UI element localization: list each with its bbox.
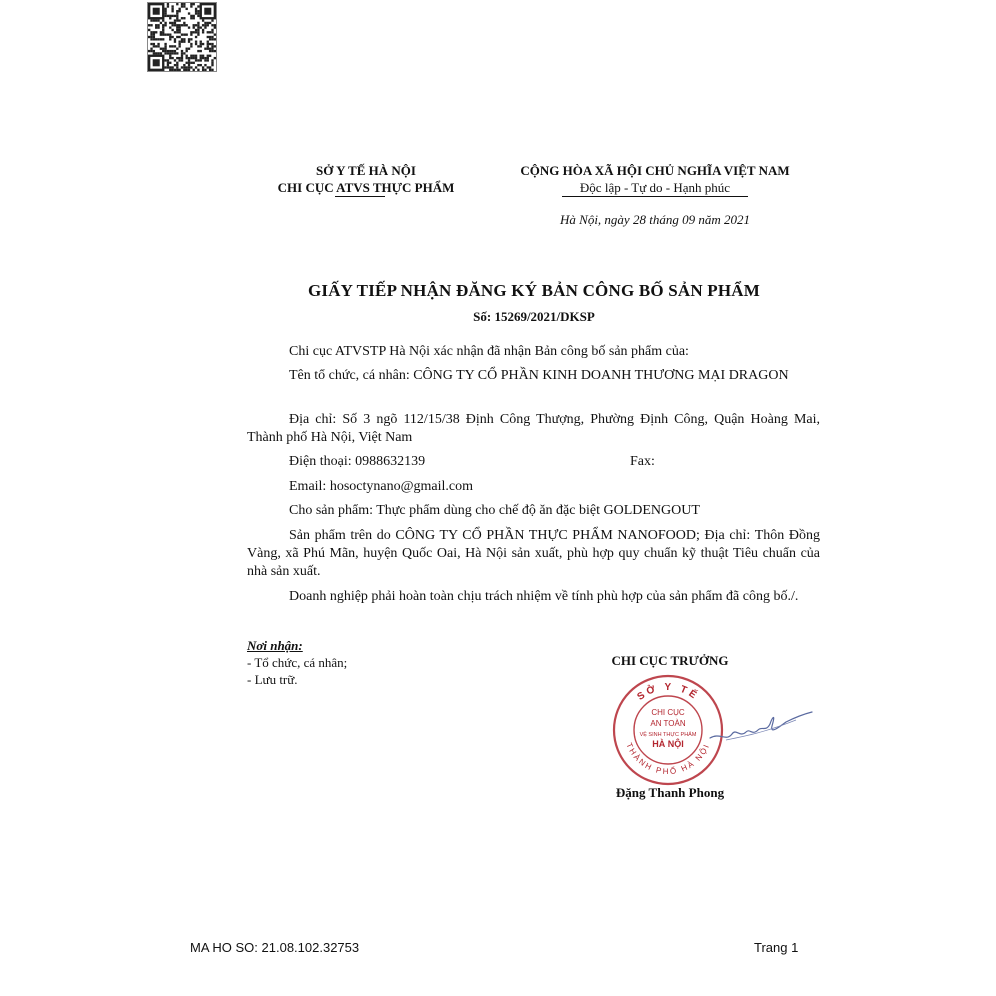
seal-line: CHI CỤC [651, 708, 685, 717]
address-paragraph: Địa chỉ: Số 3 ngõ 112/15/38 Định Công Thượng, Phường Định Công, Quận Hoàng Mai, Thành phố Hà Nội, Việt Nam [247, 412, 820, 445]
producer-paragraph: Sản phẩm trên do CÔNG TY CỔ PHẦN THỰC PHẨM NANOFOOD; Địa chỉ: Thôn Đồng Vàng, xã Phú Mãn, huyện Quốc Oai, Hà Nội sản xuất, phù hợp quy chuẩn kỹ thuật Tiêu chuẩn của nhà sản xuất. [247, 528, 820, 579]
document-number: Số: 15269/2021/DKSP [473, 309, 595, 324]
product-paragraph: Cho sản phẩm: Thực phẩm dùng cho chế độ ăn đặc biệt GOLDENGOUT [289, 503, 700, 518]
responsibility-paragraph: Doanh nghiệp phải hoàn toàn chịu trách nhiệm về tính phù hợp của sản phẩm đã công bố./. [289, 589, 799, 604]
agency-name: SỞ Y TẾ HÀ NỘI [316, 163, 416, 178]
fax-text: Fax: [630, 454, 655, 469]
recipient-item: - Tổ chức, cá nhân; [247, 655, 348, 670]
agency-underline [335, 196, 385, 197]
recipient-item: - Lưu trữ. [247, 672, 298, 687]
svg-text:SỞ Y TẾ [635, 681, 701, 703]
qr-code-icon [147, 2, 217, 72]
national-motto: Độc lập - Tự do - Hạnh phúc [579, 180, 731, 195]
agency-subname: CHI CỤC ATVS THỰC PHẨM [277, 180, 455, 195]
issue-date: Hà Nội, ngày 28 tháng 09 năm 2021 [560, 212, 750, 227]
phone-text: Điện thoại: 0988632139 [289, 454, 426, 469]
motto-underline [562, 196, 748, 197]
seal-top-text: SỞ Y TẾ [635, 681, 701, 703]
seal-bottom-text: THÀNH PHỐ HÀ NỘI [624, 741, 712, 777]
national-header [500, 162, 810, 196]
seal-line: VỆ SINH THỰC PHẨM [639, 732, 697, 738]
recipients-title: Nơi nhận: [247, 638, 303, 653]
file-code: MA HO SO: 21.08.102.32753 [190, 940, 360, 955]
seal-line: HÀ NỘI [652, 739, 684, 749]
email-paragraph: Email: hosoctynano@gmail.com [289, 479, 473, 494]
signer-name: Đặng Thanh Phong [615, 785, 725, 800]
agency-header [250, 162, 482, 196]
seal-line: AN TOÀN [650, 719, 686, 728]
organization-paragraph: Tên tổ chức, cá nhân: CÔNG TY CỔ PHẦN KINH DOANH THƯƠNG MẠI DRAGON [289, 368, 789, 383]
contact-row [247, 453, 820, 471]
signer-role: CHI CỤC TRƯỞNG [611, 653, 729, 668]
handwritten-signature-icon [706, 702, 816, 750]
recipients-block [247, 637, 347, 688]
country-name: CỘNG HÒA XÃ HỘI CHỦ NGHĨA VIỆT NAM [520, 163, 790, 178]
intro-paragraph: Chi cục ATVSTP Hà Nội xác nhận đã nhận Bản công bố sản phẩm của: [289, 344, 689, 359]
page-number: Trang 1 [754, 940, 799, 955]
document-title: GIẤY TIẾP NHẬN ĐĂNG KÝ BẢN CÔNG BỐ SẢN PHẨM [307, 281, 761, 300]
